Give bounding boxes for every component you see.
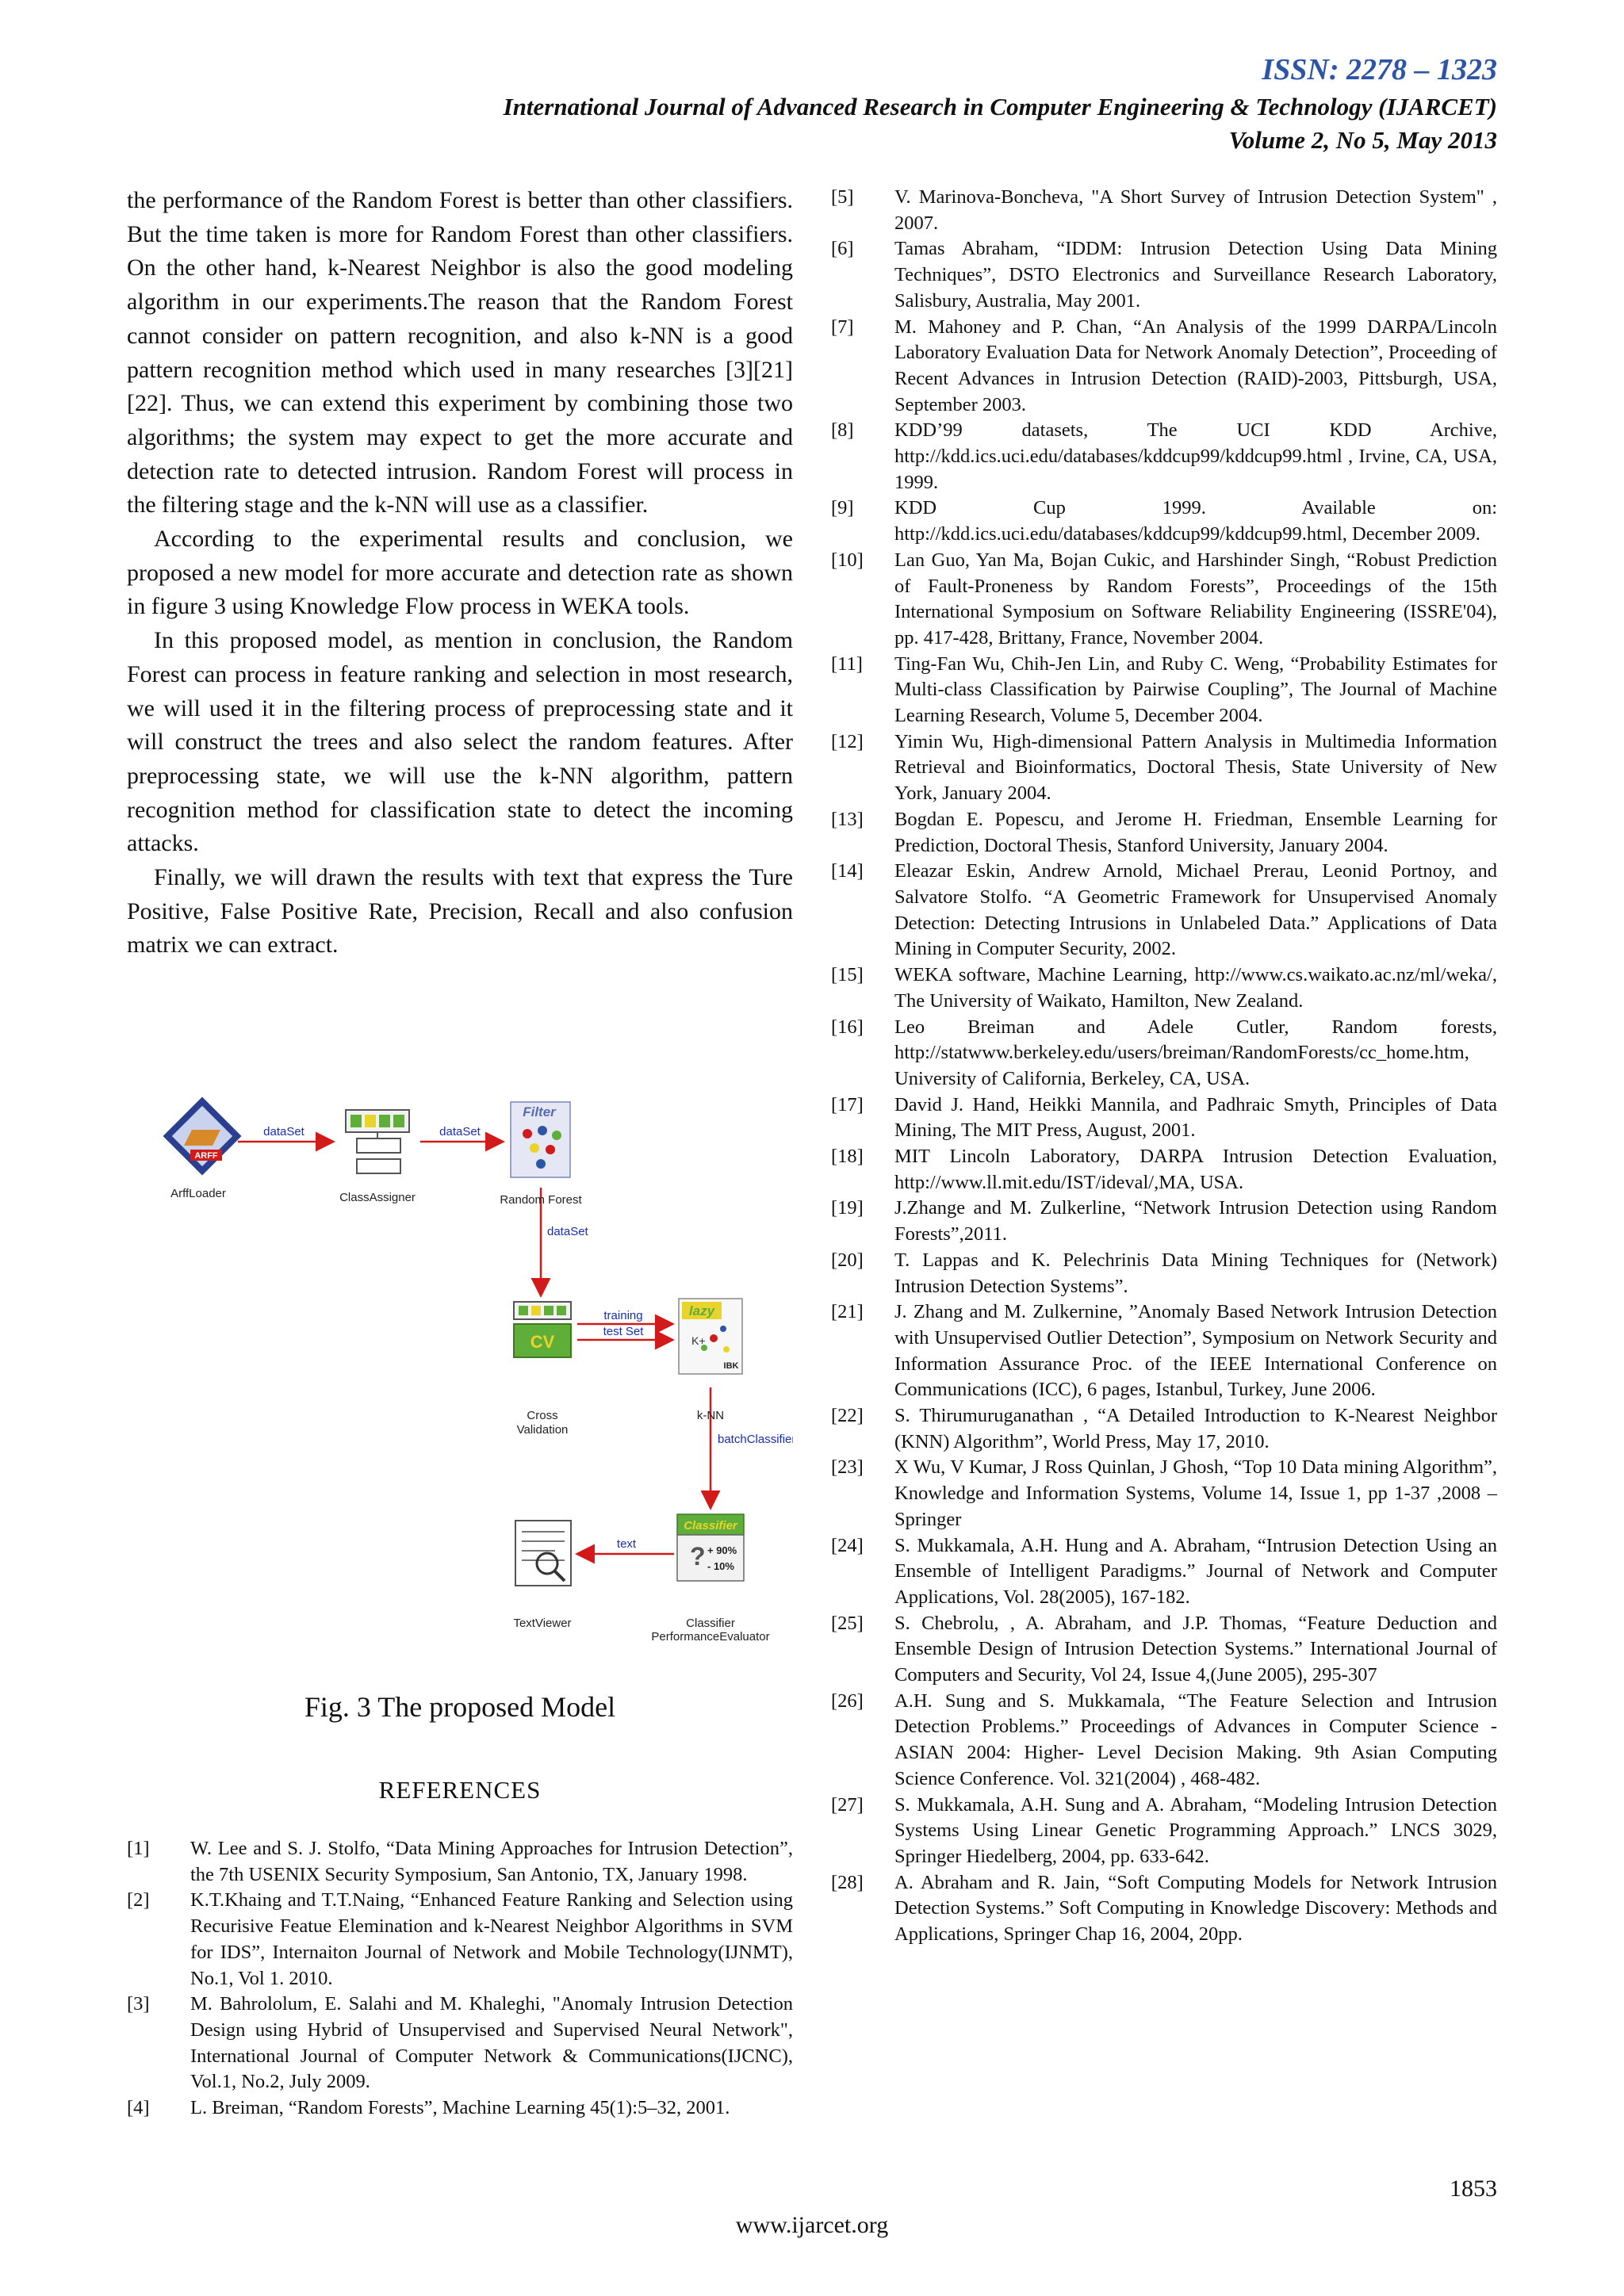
reference-text: M. Bahrololum, E. Salahi and M. Khaleghi, "Anomaly Intrusion Detection Design using Hybrid of Unsupervised and Supervised Neural Network", International Journal of Computer Network & Communications(IJCNC), Vol.1, No.2, July 2009. [190, 1993, 793, 2093]
lazy-ibk-icon [679, 1299, 742, 1374]
reference-number: [19] [831, 1197, 864, 1219]
arff-loader-label: ArffLoader [170, 1187, 226, 1200]
reference-item [831, 1455, 1497, 1533]
edge-label-dataset-1: dataSet [263, 1125, 304, 1138]
edge-knn-to-evaluator [710, 1387, 793, 1506]
arff-loader-icon [163, 1097, 242, 1176]
reference-text: X Wu, V Kumar, J Ross Quinlan, J Ghosh, “Top 10 Data mining Algorithm”, Knowledge and Information Systems, Volume 14, Issue 1, pp 1-37 ,2008 – Springer [894, 1456, 1497, 1530]
reference-number: [25] [831, 1612, 864, 1634]
footer-url: www.ijarcet.org [735, 2212, 889, 2238]
reference-text: S. Thirumuruganathan , “A Detailed Introduction to K-Nearest Neighbor (KNN) Algorithm”, World Press, May 17, 2010. [894, 1405, 1497, 1452]
text-viewer-label: TextViewer [513, 1617, 572, 1630]
reference-text: A.H. Sung and S. Mukkamala, “The Feature Selection and Intrusion Detection Problems.” Proceedings of Advances in Computer Science - ASIAN 2004: Higher- Level Decision Making. 9th Asian Computing Science Conference. Vol. 321(2004) , 468-482. [894, 1689, 1497, 1789]
reference-text: J. Zhang and M. Zulkernine, ”Anomaly Based Network Intrusion Detection with Unsupervised Outlier Detection”, Symposium on Network Security and Information Assurance Proc. of the IEEE International Conference on Communications (ICC), 6 pages, Istanbul, Turkey, June 2006. [894, 1301, 1497, 1401]
reference-number: [11] [831, 652, 863, 675]
left-column-text [127, 184, 793, 962]
reference-text: K.T.Khaing and T.T.Naing, “Enhanced Feature Ranking and Selection using Recurisive Featue Elemination and k-Nearest Neighbor Algorithms in SVM for IDS”, Internaiton Journal of Network and Mobile Technology(IJNMT), No.1, Vol 1. 2010. [190, 1889, 793, 1989]
reference-text: Eleazar Eskin, Andrew Arnold, Michael Prerau, Leonid Portnoy, and Salvatore Stolfo. “A Geometric Framework for Unsupervised Anomaly Detection: Detecting Intrusions in Unlabeled Data.” Applications of Data Mining in Computer Security, 2002. [894, 860, 1497, 960]
references-heading: REFERENCES [378, 1776, 542, 1804]
reference-item [831, 652, 1497, 729]
page-number: 1853 [1450, 2175, 1497, 2202]
reference-item [831, 1015, 1497, 1093]
reference-item [127, 2095, 793, 2122]
reference-item [831, 1611, 1497, 1689]
reference-text: W. Lee and S. J. Stolfo, “Data Mining Approaches for Intrusion Detection”, the 7th USENIX Security Symposium, San Antonio, TX, January 1998. [190, 1838, 793, 1885]
cross-validation-node [514, 1302, 571, 1437]
cross-validation-label-2: Validation [516, 1423, 569, 1437]
reference-number: [18] [831, 1146, 864, 1168]
reference-item [831, 236, 1497, 314]
journal-volume: Volume 2, No 5, May 2013 [1228, 126, 1497, 154]
edge-label-training: training [603, 1309, 643, 1322]
reference-number: [12] [831, 730, 864, 752]
edge-label-dataset-2: dataSet [439, 1125, 481, 1138]
reference-item [831, 496, 1497, 547]
references-left-column [127, 1836, 793, 2122]
ibk-icon-text: IBK [723, 1361, 739, 1371]
svg-text:K+: K+ [691, 1334, 706, 1347]
reference-item [831, 1299, 1497, 1403]
edge-classassigner-to-randomforest [420, 1125, 501, 1142]
reference-number: [2] [127, 1889, 150, 1911]
edge-label-text: text [616, 1537, 637, 1551]
evaluator-label-2: PerformanceEvaluator [651, 1630, 770, 1644]
edge-label-testset: test Set [603, 1325, 644, 1338]
reference-text: J.Zhange and M. Zulkerline, “Network Intrusion Detection using Random Forests”,2011. [894, 1197, 1497, 1246]
arff-icon-text: ARFF [194, 1151, 218, 1161]
reference-number: [1] [127, 1838, 150, 1859]
svg-text:?: ? [690, 1542, 706, 1571]
reference-number: [27] [831, 1793, 864, 1816]
reference-number: [4] [127, 2097, 150, 2119]
filter-icon-text: Filter [523, 1104, 556, 1119]
cv-icon-text: CV [530, 1332, 555, 1352]
reference-text: A. Abraham and R. Jain, “Soft Computing Models for Network Intrusion Detection Systems.” Soft Computing in Knowledge Discovery: Methods and Applications, Springer Chap 16, 2004, 20pp. [894, 1871, 1497, 1946]
reference-number: [13] [831, 808, 864, 830]
paragraph-1: the performance of the Random Forest is better than other classifiers. But the time taken is more for Random Forest than other classifiers. On the other hand, k-Nearest Neighbor is also the good modeling algorithm in our experiments.The reason that the Random Forest cannot consider on pattern recognition, and also k-NN is a good pattern recognition method which used in many researches [3][21][22]. Thus, we can extend this experiment by combining those two algorithms; the system may expect to get the more accurate and detection rate to detected intrusion. Random Forest will process in the filtering stage and the k-NN will use as a classifier. [127, 187, 793, 519]
figure-3-diagram [127, 1086, 793, 1665]
reference-number: [26] [831, 1689, 864, 1712]
reference-item [831, 1870, 1497, 1948]
reference-item [831, 962, 1497, 1014]
journal-header [504, 49, 1497, 157]
reference-item [127, 1888, 793, 1992]
reference-item [831, 315, 1497, 419]
reference-item [831, 807, 1497, 859]
reference-text: Ting-Fan Wu, Chih-Jen Lin, and Ruby C. Weng, “Probability Estimates for Multi-class Classification by Pairwise Coupling”, The Journal of Machine Learning Research, Volume 5, December 2004. [894, 652, 1497, 727]
classifier-evaluator-icon [677, 1514, 744, 1581]
paragraph-3: In this proposed model, as mention in conclusion, the Random Forest can process in feature ranking and selection in most research, we will used it in the filtering process of preprocessing state and it will construct the trees and also select the random features. After preprocessing state, we will use the k-NN algorithm, pattern recognition method for classification state to detect the incoming attacks. [127, 627, 793, 857]
reference-number: [15] [831, 964, 864, 986]
reference-text: David J. Hand, Heikki Mannila, and Padhraic Smyth, Principles of Data Mining, The MIT Press, August, 2001. [894, 1093, 1497, 1142]
reference-item [127, 1836, 793, 1888]
reference-text: T. Lappas and K. Pelechrinis Data Mining Techniques for (Network) Intrusion Detection Systems”. [894, 1249, 1497, 1297]
reference-text: KDD Cup 1999. Available on: http://kdd.ics.uci.edu/databases/kddcup99/kddcup99.html, December 2009. [894, 497, 1497, 545]
reference-text: WEKA software, Machine Learning, http://www.cs.waikato.ac.nz/ml/weka/, The University of Waikato, Hamilton, New Zealand. [894, 964, 1497, 1012]
class-assigner-label: ClassAssigner [339, 1191, 416, 1204]
reference-item [831, 1533, 1497, 1611]
reference-item [831, 1144, 1497, 1196]
reference-number: [28] [831, 1871, 864, 1893]
reference-text: Lan Guo, Yan Ma, Bojan Cukic, and Harshinder Singh, “Robust Prediction of Fault-Proneness by Random Forests”, Proceedings of the 15th International Symposium on Software Reliability Engineering (ISSRE'04), pp. 417-428, Brittany, France, November 2004. [894, 549, 1497, 649]
journal-title: International Journal of Advanced Research in Computer Engineering & Technology (IJARCET) [503, 93, 1497, 121]
lazy-icon-text: lazy [688, 1303, 715, 1318]
reference-text: Yimin Wu, High-dimensional Pattern Analysis in Multimedia Information Retrieval and Bioinformatics, Doctoral Thesis, State University of New York, January 2004. [894, 730, 1497, 805]
reference-text: Tamas Abraham, “IDDM: Intrusion Detection Using Data Mining Techniques”, DSTO Electronics and Surveillance Research Laboratory, Salisbury, Australia, May 2001. [894, 238, 1497, 312]
reference-item [831, 548, 1497, 652]
reference-number: [7] [831, 316, 854, 338]
reference-item [831, 185, 1497, 236]
reference-item [831, 418, 1497, 496]
edge-cv-to-knn [577, 1309, 671, 1340]
class-assigner-node [339, 1110, 416, 1204]
reference-number: [5] [831, 186, 854, 208]
reference-number: [17] [831, 1093, 864, 1115]
reference-number: [21] [831, 1301, 864, 1323]
reference-text: S. Mukkamala, A.H. Sung and A. Abraham, “Modeling Intrusion Detection Systems Using Linear Genetic Programming Approach.” LNCS 3029, Springer Hiedelberg, 2004, pp. 633-642. [894, 1793, 1497, 1867]
reference-text: M. Mahoney and P. Chan, “An Analysis of the 1999 DARPA/Lincoln Laboratory Evaluation Data for Network Anomaly Detection”, Proceeding of Recent Advances in Intrusion Detection (RAID)-2003, Pittsburgh, USA, September 2003. [894, 316, 1497, 415]
edge-evaluator-to-textviewer [579, 1537, 674, 1554]
reference-number: [23] [831, 1456, 864, 1479]
reference-text: S. Mukkamala, A.H. Hung and A. Abraham, “Intrusion Detection Using an Ensemble of Intelligent Paradigms.” Journal of Network and Computer Applications, Vol. 28(2005), 167-182. [894, 1534, 1497, 1608]
reference-text: S. Chebrolu, , A. Abraham, and J.P. Thomas, “Feature Deduction and Ensemble Design of Intrusion Detection Systems.” International Journal of Computers and Security, Vol 24, Issue 4,(June 2005), 295-307 [894, 1612, 1497, 1686]
arff-loader-node [163, 1097, 242, 1200]
text-viewer-node [513, 1521, 571, 1630]
references-right-column [831, 185, 1497, 1948]
reference-number: [3] [127, 1993, 150, 2015]
reference-text: Leo Breiman and Adele Cutler, Random forests, http://statwww.berkeley.edu/users/breiman/RandomForests/cc_home.htm, University of California, Berkeley, CA, USA. [894, 1016, 1497, 1089]
reference-item [831, 1196, 1497, 1247]
evaluator-label-1: Classifier [686, 1617, 735, 1630]
reference-item [831, 859, 1497, 962]
reference-item [831, 1689, 1497, 1793]
reference-text: V. Marinova-Boncheva, "A Short Survey of Intrusion Detection System" , 2007. [894, 186, 1497, 234]
reference-item [831, 1793, 1497, 1870]
edge-arff-to-classassigner [238, 1125, 331, 1142]
reference-number: [22] [831, 1405, 864, 1427]
reference-item [831, 1093, 1497, 1144]
reference-text: KDD’99 datasets, The UCI KDD Archive, http://kdd.ics.uci.edu/databases/kddcup99/kddcup99.html , Irvine, CA, USA, 1999. [894, 419, 1497, 493]
knowledge-flow-svg [127, 1086, 793, 1665]
paragraph-4: Finally, we will drawn the results with text that express the Ture Positive, False Positive Rate, Precision, Recall and also confusion matrix we can extract. [127, 864, 793, 959]
reference-number: [16] [831, 1016, 864, 1038]
reference-number: [9] [831, 497, 854, 519]
knn-label: k-NN [696, 1409, 725, 1422]
reference-text: L. Breiman, “Random Forests”, Machine Learning 45(1):5–32, 2001. [190, 2097, 730, 2119]
class-assigner-icon [346, 1110, 409, 1173]
reference-number: [20] [831, 1249, 864, 1271]
edge-label-dataset-3: dataSet [547, 1225, 588, 1238]
reference-item [831, 1248, 1497, 1299]
reference-item [127, 1992, 793, 2095]
reference-number: [10] [831, 549, 864, 571]
reference-number: [6] [831, 238, 854, 260]
edge-label-batchclassifier: batchClassifier [718, 1433, 793, 1446]
random-forest-label: Random Forest [500, 1193, 582, 1207]
reference-item [831, 1403, 1497, 1455]
reference-number: [14] [831, 860, 864, 882]
text-viewer-icon [515, 1521, 571, 1586]
paragraph-2: According to the experimental results and conclusion, we proposed a new model for more accurate and detection rate as shown in figure 3 using Knowledge Flow process in WEKA tools. [127, 526, 793, 620]
evaluator-node [651, 1514, 769, 1644]
cross-validation-label-1: Cross [527, 1409, 558, 1422]
cross-validation-icon [514, 1302, 571, 1357]
pct-plus-text: + 90% [707, 1544, 737, 1556]
pct-minus-text: - 10% [707, 1560, 734, 1572]
issn: ISSN: 2278 – 1323 [1262, 53, 1497, 86]
filter-icon [511, 1102, 570, 1177]
classifier-icon-text: Classifier [684, 1519, 737, 1533]
figure-caption: Fig. 3 The proposed Model [304, 1691, 616, 1723]
reference-text: MIT Lincoln Laboratory, DARPA Intrusion Detection Evaluation, http://www.ll.mit.edu/IST/ideval/,MA, USA. [894, 1146, 1497, 1193]
reference-number: [8] [831, 419, 854, 442]
reference-text: Bogdan E. Popescu, and Jerome H. Friedman, Ensemble Learning for Prediction, Doctoral Thesis, Stanford University, January 2004. [894, 808, 1497, 856]
reference-number: [24] [831, 1534, 864, 1556]
reference-item [831, 729, 1497, 807]
